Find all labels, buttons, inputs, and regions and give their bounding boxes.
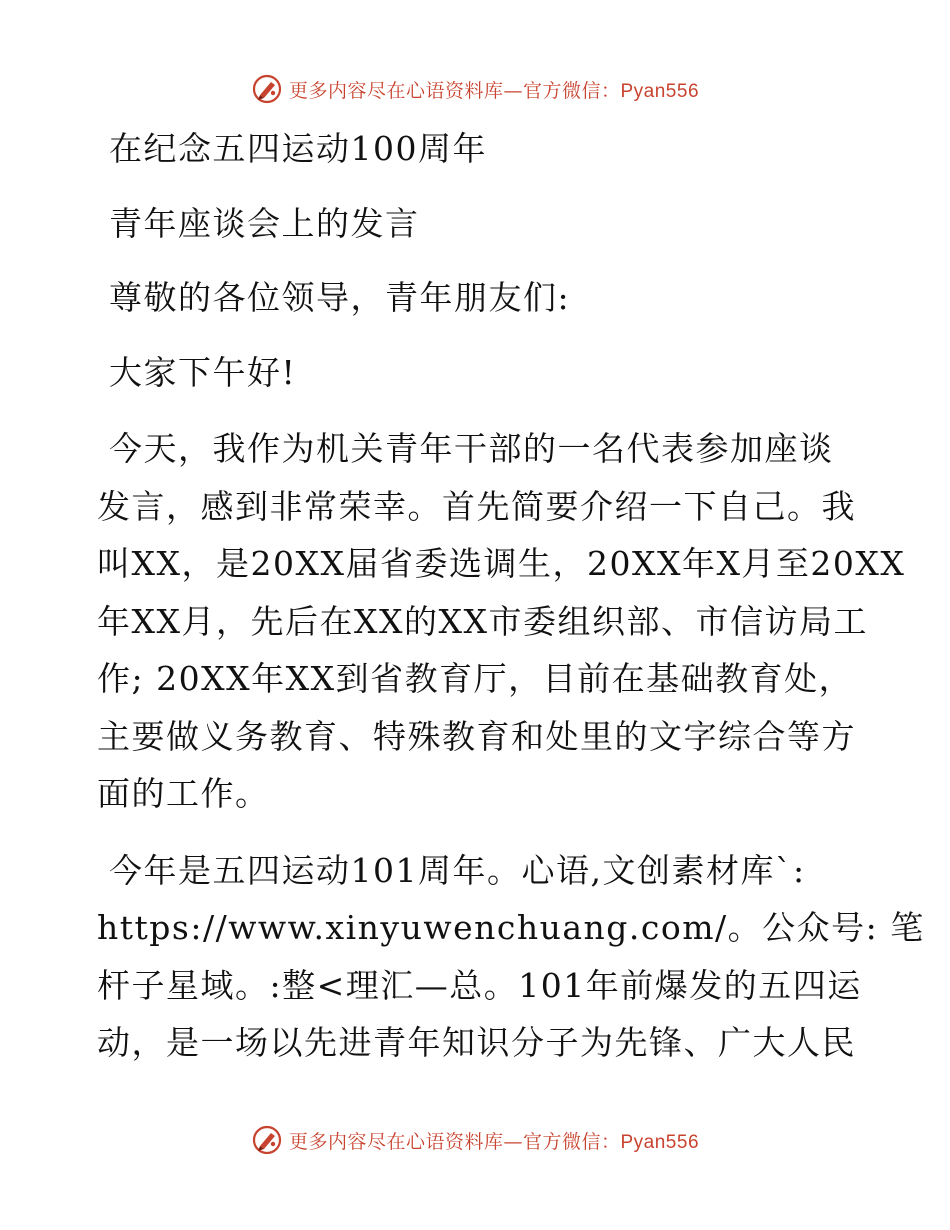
paragraph-line: 叫XX，是20XX届省委选调生，20XX年X月至20XX [97, 544, 906, 583]
greeting: 大家下午好! [109, 352, 297, 392]
paragraph-line: 今天，我作为机关青年干部的一名代表参加座谈 [109, 429, 834, 468]
watermark-wechat-id: Pyan556 [620, 80, 700, 102]
paragraph-2 [97, 842, 925, 1072]
paragraph-line: 动，是一场以先进青年知识分子为先锋、广大人民 [97, 1023, 856, 1062]
pen-logo-icon [251, 1124, 283, 1156]
watermark-text: 更多内容尽在心语资料库—官方微信：Pyan556 [288, 79, 700, 102]
title-line-1: 在纪念五四运动100周年 [109, 129, 487, 168]
document-body [97, 120, 925, 1072]
paragraph-line: 年XX月，先后在XX的XX市委组织部、市信访局工 [97, 601, 868, 641]
footer-watermark [0, 1123, 950, 1157]
paragraph-line: 面的工作。 [97, 774, 270, 813]
paragraph-line: 发言，感到非常荣幸。首先简要介绍一下自己。我 [97, 486, 856, 526]
watermark-group [251, 1124, 699, 1156]
paragraph-line: 今年是五四运动101周年。心语,文创素材库`: [109, 850, 806, 890]
watermark-text: 更多内容尽在心语资料库—官方微信：Pyan556 [288, 1130, 700, 1153]
paragraph-line: https://www.xinyuwenchuang.com/。公众号: 笔 [97, 908, 925, 947]
paragraph-1 [97, 420, 906, 823]
paragraph-line: 杆子星域。:整<理汇—总。101年前爆发的五四运 [97, 965, 862, 1005]
paragraph-line: 作; 20XX年XX到省教育厅，目前在基础教育处， [97, 659, 854, 698]
header-watermark [0, 72, 950, 106]
watermark-group [251, 73, 699, 105]
pen-logo-icon [251, 73, 283, 105]
salutation: 尊敬的各位领导，青年朋友们: [109, 278, 571, 317]
paragraph-line: 主要做义务教育、特殊教育和处里的文字综合等方 [97, 716, 856, 756]
title-line-2: 青年座谈会上的发言 [109, 203, 420, 243]
watermark-wechat-id: Pyan556 [620, 1131, 700, 1153]
